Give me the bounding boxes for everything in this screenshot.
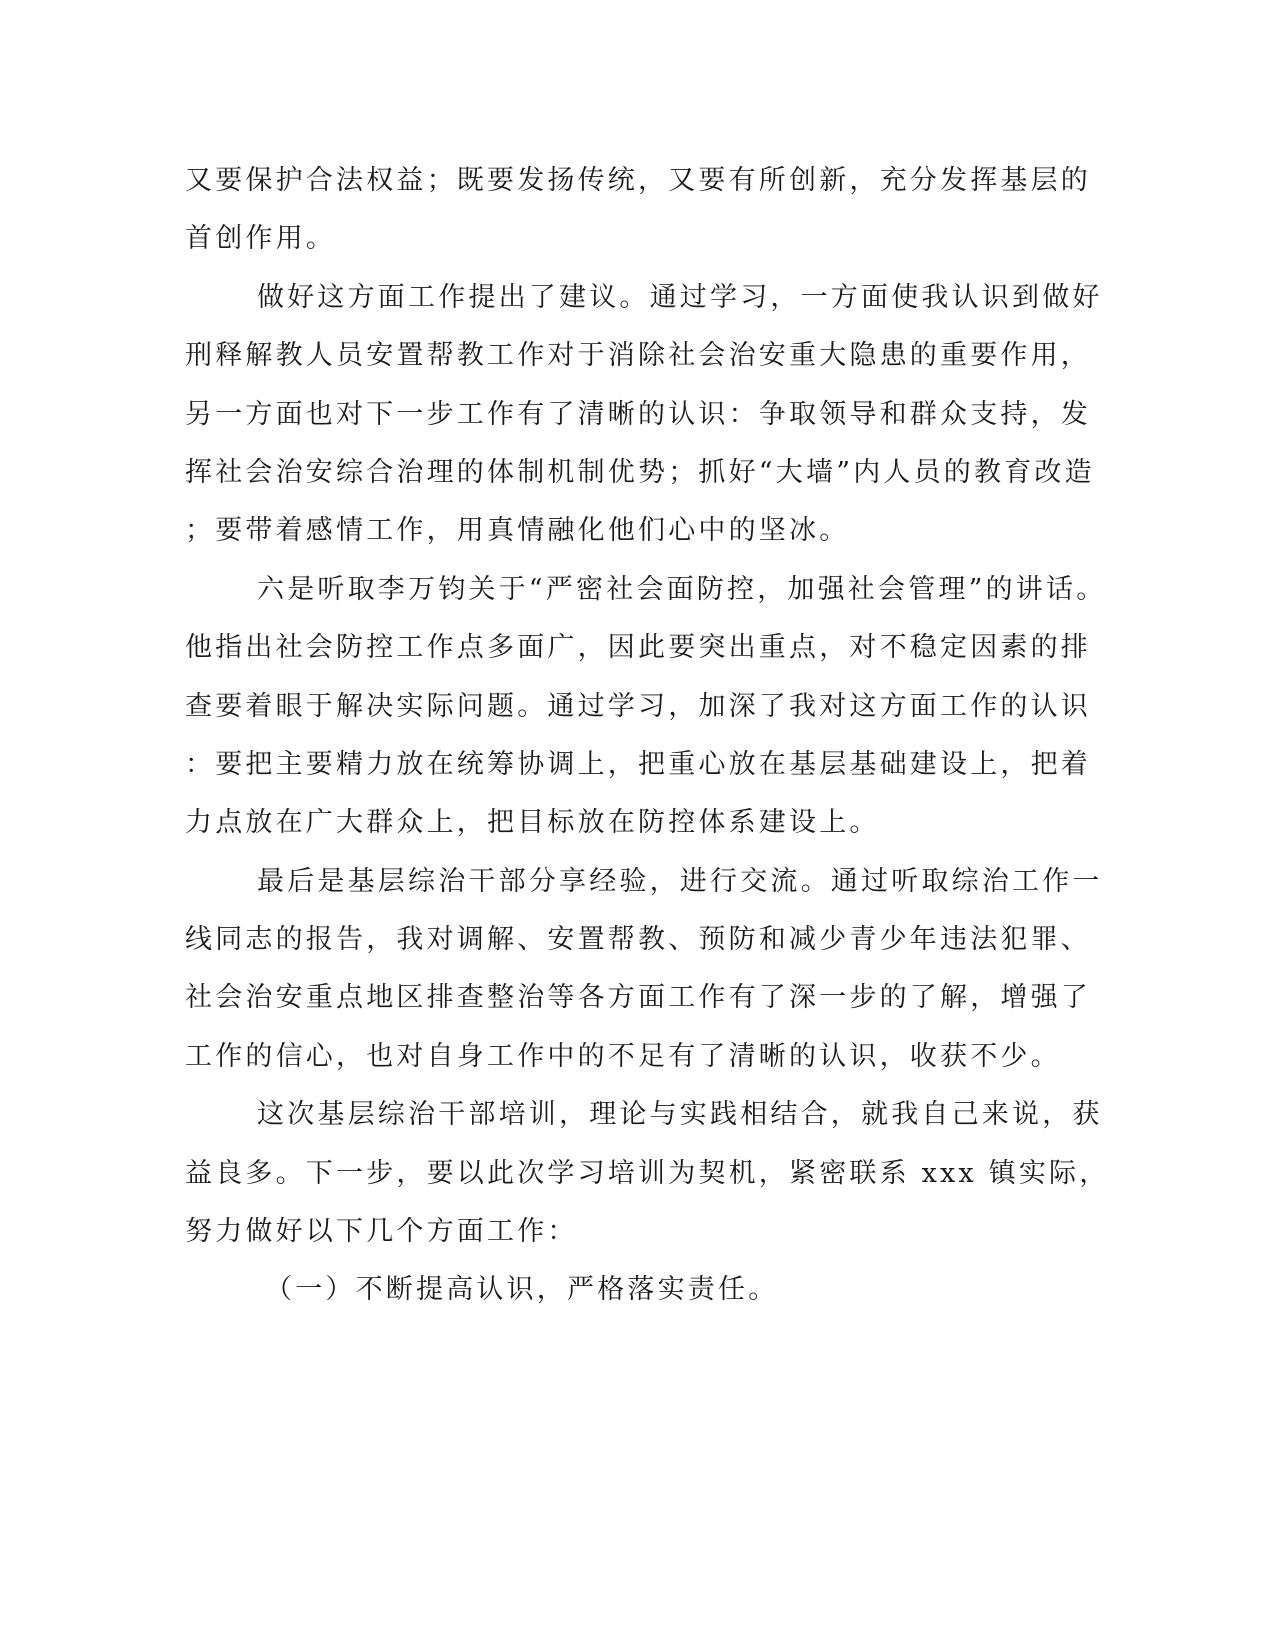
paragraph-start-line: 最后是基层综治干部分享经验，进行交流。通过听取综治工作一 <box>257 865 1103 897</box>
text-line: 另一方面也对下一步工作有了清晰的认识：争取领导和群众支持，发 <box>185 398 1091 430</box>
text-line: 社会治安重点地区排查整治等各方面工作有了深一步的了解，增强了 <box>185 982 1091 1014</box>
text-line: 力点放在广大群众上，把目标放在防控体系建设上。 <box>185 807 880 839</box>
text-line: ：要把主要精力放在统筹协调上，把重心放在基层基础建设上，把着 <box>185 748 1091 780</box>
text-line: 首创作用。 <box>185 223 336 255</box>
text-line: 努力做好以下几个方面工作： <box>185 1216 578 1248</box>
paragraph-start-line: 做好这方面工作提出了建议。通过学习，一方面使我认识到做好 <box>257 281 1103 313</box>
text-line: 工作的信心，也对自身工作中的不足有了清晰的认识，收获不少。 <box>185 1040 1061 1072</box>
text-line: 挥社会治安综合治理的体制机制优势；抓好“大墙”内人员的教育改造 <box>185 456 1095 488</box>
paragraph-start-line: 这次基层综治干部培训，理论与实践相结合，就我自己来说，获 <box>257 1099 1103 1131</box>
text-line: 线同志的报告，我对调解、安置帮教、预防和减少青少年违法犯罪、 <box>185 924 1091 956</box>
text-line: 又要保护合法权益；既要发扬传统，又要有所创新，充分发挥基层的 <box>185 165 1091 196</box>
text-line: 益良多。下一步，要以此次学习培训为契机，紧密联系 xxx 镇实际， <box>185 1157 1110 1189</box>
text-line: 他指出社会防控工作点多面广，因此要突出重点，对不稳定因素的排 <box>185 632 1091 664</box>
paragraph-start-line: 六是听取李万钧关于“严密社会面防控，加强社会管理”的讲话。 <box>257 573 1107 605</box>
text-line: 刑释解教人员安置帮教工作对于消除社会治安重大隐患的重要作用， <box>185 340 1091 372</box>
text-line: 查要着眼于解决实际问题。通过学习，加深了我对这方面工作的认识 <box>185 690 1091 722</box>
section-heading: （一）不断提高认识，严格落实责任。 <box>265 1274 779 1306</box>
text-line: ；要带着感情工作，用真情融化他们心中的坚冰。 <box>185 515 850 547</box>
document-body <box>185 162 1110 1330</box>
